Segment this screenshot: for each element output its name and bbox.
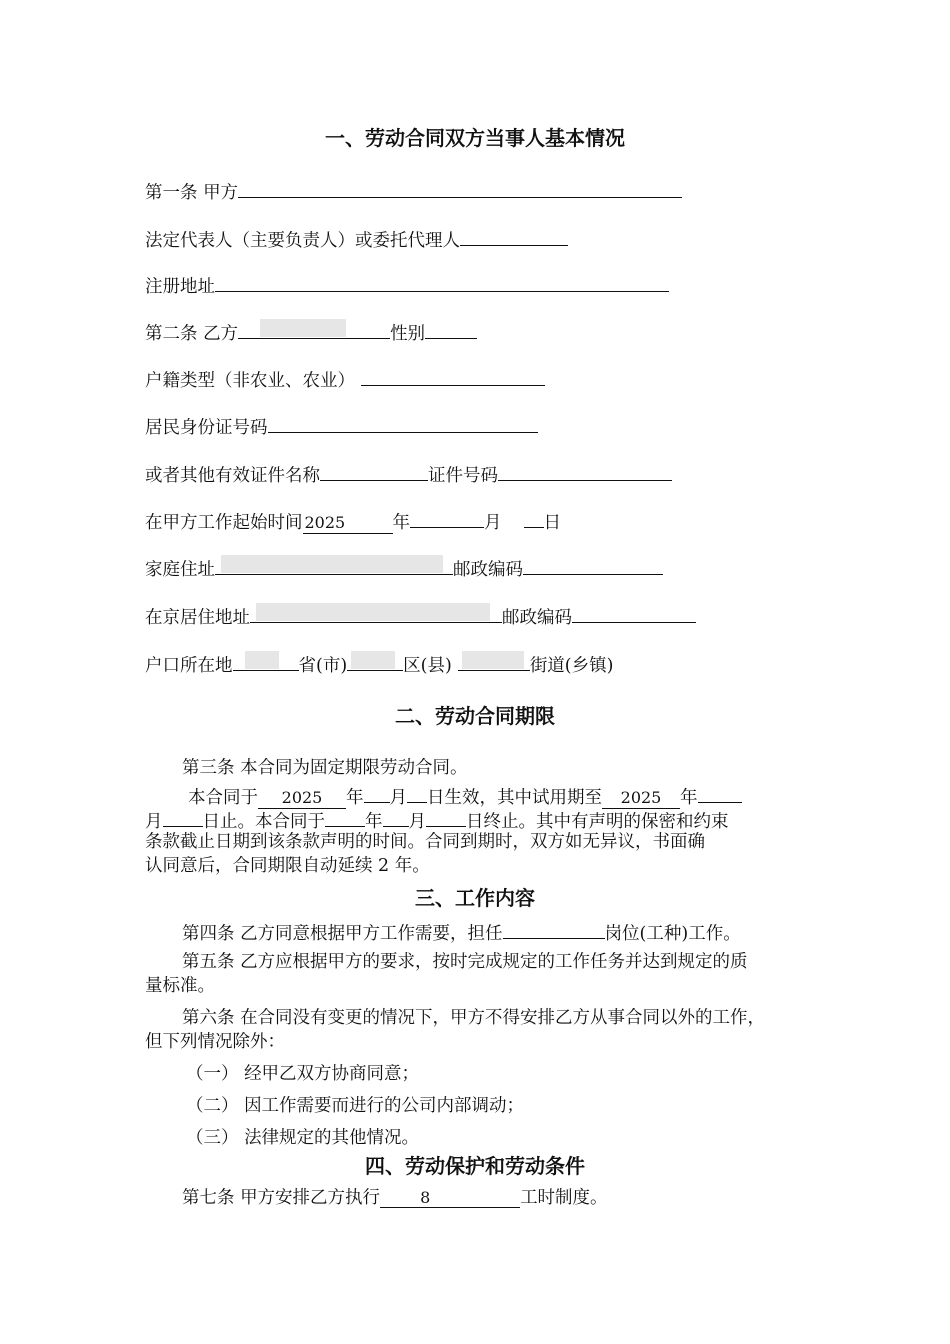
article-6-line-2: 但下列情况除外：	[145, 1032, 285, 1052]
month-label: 月	[484, 513, 502, 533]
article-3: 第三条 本合同为固定期限劳动合同。	[182, 758, 468, 778]
article-5-line-1: 第五条 乙方应根据甲方的要求，按时完成规定的工作任务并达到规定的质	[182, 952, 748, 972]
term-until-text: 日止。本合同于	[202, 812, 325, 832]
party-a-label: 第一条 甲方	[145, 183, 239, 203]
exception-item-1: （一） 经甲乙双方协商同意；	[186, 1064, 420, 1084]
cert-no-blank[interactable]	[498, 460, 672, 481]
redacted-block	[256, 603, 490, 621]
term-effective-text: 日生效，其中试用期至	[427, 788, 602, 808]
legal-rep-line	[145, 225, 568, 253]
redacted-block	[260, 319, 346, 337]
end-day[interactable]	[426, 806, 466, 827]
postcode-label: 邮政编码	[453, 560, 523, 580]
street-label: 街道(乡镇)	[529, 656, 614, 676]
start-date-line	[145, 507, 561, 535]
article-1-line	[145, 177, 682, 205]
id-number-label: 居民身份证号码	[145, 418, 268, 438]
term-start-year[interactable]: 2025	[258, 788, 346, 809]
home-address-label: 家庭住址	[145, 560, 215, 580]
probation-year[interactable]: 2025	[602, 788, 680, 809]
province-blank[interactable]	[233, 650, 299, 671]
year-label: 年	[680, 788, 698, 808]
exception-item-3: （三） 法律规定的其他情况。	[186, 1128, 420, 1148]
position-blank[interactable]	[503, 918, 605, 939]
redacted-block	[462, 651, 524, 669]
year-label: 年	[346, 788, 364, 808]
end-month[interactable]	[383, 806, 409, 827]
month-label: 月	[408, 812, 426, 832]
article-2-line	[145, 318, 477, 346]
probation-month[interactable]	[698, 782, 742, 803]
party-a-blank[interactable]	[238, 177, 682, 198]
postcode-label: 邮政编码	[502, 608, 572, 628]
street-blank[interactable]	[458, 650, 530, 671]
article-6-line-1: 第六条 在合同没有变更的情况下，甲方不得安排乙方从事合同以外的工作，	[182, 1008, 766, 1028]
month-label: 月	[145, 812, 163, 832]
term-start-month[interactable]	[364, 782, 390, 803]
start-date-label: 在甲方工作起始时间	[145, 513, 303, 533]
gender-blank[interactable]	[425, 318, 477, 339]
work-hours-field[interactable]: 8	[380, 1188, 520, 1208]
section-title-term: 二、劳动合同期限	[395, 704, 555, 728]
party-b-label: 第二条 乙方	[145, 324, 239, 344]
term-end-text: 日终止。其中有声明的保密和约束	[466, 812, 729, 832]
bj-address-line	[145, 602, 696, 630]
article-7-suffix: 工时制度。	[520, 1188, 608, 1208]
article-4-text: 第四条 乙方同意根据甲方工作需要，担任	[182, 924, 503, 944]
redacted-block	[245, 651, 279, 669]
redacted-block	[351, 651, 395, 669]
term-from-label: 本合同于	[188, 788, 258, 808]
other-id-line	[145, 460, 672, 488]
id-number-line	[145, 412, 538, 440]
reg-address-label: 注册地址	[145, 277, 215, 297]
end-year[interactable]	[325, 806, 365, 827]
year-label: 年	[365, 812, 383, 832]
home-postcode-blank[interactable]	[523, 554, 663, 575]
year-label: 年	[392, 513, 410, 533]
article-4-suffix: 岗位(工种)工作。	[604, 924, 741, 944]
reg-address-line	[145, 271, 669, 299]
legal-rep-blank[interactable]	[460, 225, 568, 246]
start-month-blank[interactable]	[410, 507, 484, 528]
start-year-field[interactable]: 2025	[303, 513, 393, 534]
article-7	[182, 1186, 608, 1210]
bj-address-blank[interactable]	[250, 602, 502, 623]
other-id-blank[interactable]	[320, 460, 428, 481]
reg-address-blank[interactable]	[215, 271, 669, 292]
bj-address-label: 在京居住地址	[145, 608, 250, 628]
hukou-type-line	[145, 365, 545, 393]
cert-no-label: 证件号码	[428, 466, 498, 486]
district-blank[interactable]	[347, 650, 403, 671]
legal-rep-label: 法定代表人（主要负责人）或委托代理人	[145, 231, 460, 251]
section-title-protection: 四、劳动保护和劳动条件	[365, 1154, 585, 1178]
exception-item-2: （二） 因工作需要而进行的公司内部调动；	[186, 1096, 525, 1116]
term-start-day[interactable]	[407, 782, 427, 803]
party-b-name-blank[interactable]	[238, 318, 390, 339]
term-line-4: 条款截止日期到该条款声明的时间。合同到期时，双方如无异议，书面确	[145, 832, 705, 852]
section-title-parties: 一、劳动合同双方当事人基本情况	[325, 126, 625, 150]
section-title-work: 三、工作内容	[415, 886, 535, 910]
hukou-location-line	[145, 650, 613, 678]
start-day-blank[interactable]	[524, 507, 544, 528]
hukou-type-blank[interactable]	[361, 365, 545, 386]
gender-label: 性别	[390, 324, 426, 344]
hukou-location-label: 户口所在地	[145, 656, 233, 676]
province-label: 省(市)	[298, 656, 348, 676]
id-number-blank[interactable]	[268, 412, 538, 433]
month-label: 月	[389, 788, 407, 808]
article-7-text: 第七条 甲方安排乙方执行	[182, 1188, 381, 1208]
article-5-line-2: 量标准。	[145, 976, 215, 996]
home-address-line	[145, 554, 663, 582]
probation-day[interactable]	[163, 806, 203, 827]
other-id-label: 或者其他有效证件名称	[145, 466, 320, 486]
bj-postcode-blank[interactable]	[572, 602, 696, 623]
day-label: 日	[543, 513, 561, 533]
article-4	[182, 918, 741, 946]
district-label: 区(县)	[403, 656, 452, 676]
home-address-blank[interactable]	[215, 554, 453, 575]
redacted-block	[221, 555, 443, 573]
term-line-5: 认同意后，合同期限自动延续 2 年。	[145, 856, 430, 876]
hukou-type-label: 户籍类型（非农业、农业）	[145, 371, 355, 391]
